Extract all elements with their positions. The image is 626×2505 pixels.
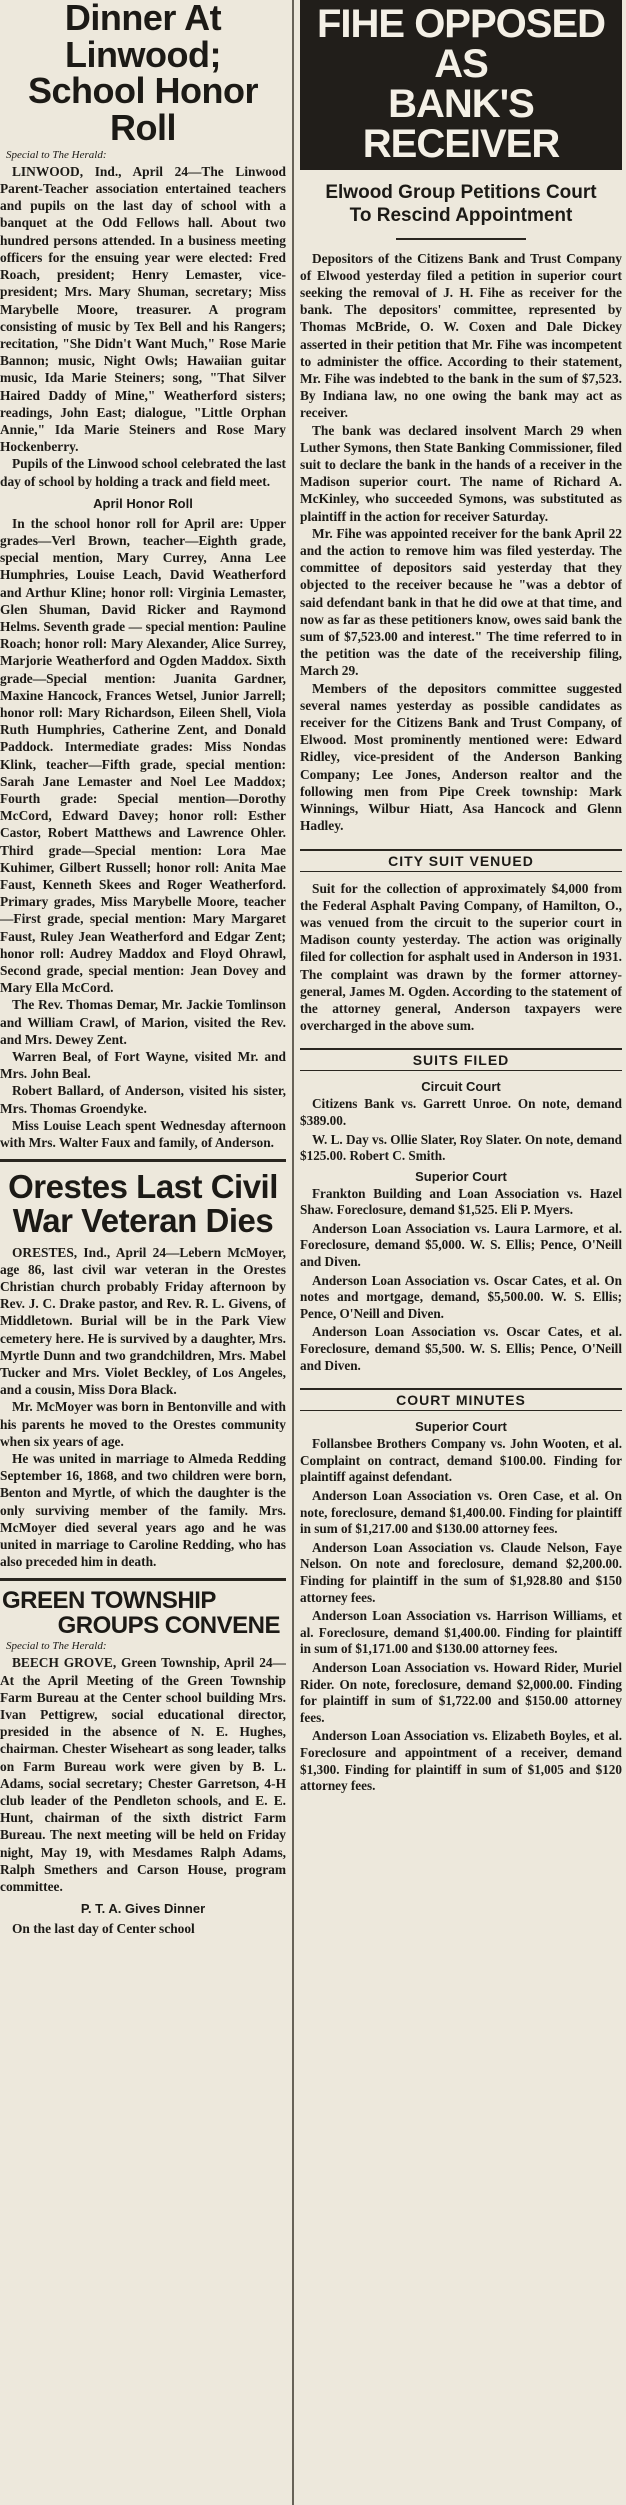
deck-headline [304, 182, 618, 228]
court-entry: Anderson Loan Association vs. Howard Rider, Muriel Rider. On note, foreclosure, demand $2,000.00. Finding for plaintiff in sum of $1,722.00 and $150.00 attorney fees. [300, 1659, 622, 1725]
article-paragraph: The bank was declared insolvent March 29 when Luther Symons, then State Banking Commissioner, filed suit to declare the bank in the hands of a receiver in the Madison superior court. The name of Richard A. McKinley, who succeeded Symons, was substituted as plaintiff in the action for receiver Saturday. [300, 422, 622, 524]
headline-green-line1: GREEN TOWNSHIP [2, 1587, 216, 1615]
subhead-circuit-court: Circuit Court [421, 1079, 501, 1095]
court-entry: Anderson Loan Association vs. Laura Larmore, et al. Foreclosure, demand $5,000. W. S. Ellis; Pence, O'Neill and Diven. [300, 1220, 622, 1270]
article-paragraph: ORESTES, Ind., April 24—Lebern McMoyer, age 86, last civil war veteran in the Orestes Christian church probably Friday afternoon by Rev. J. C. Drake pastor, and Rev. R. L. Givens, of Middletown. Burial will be in the Park View cemetery here. He is survived by a daughter, Mrs. Myrtle Dunn and two grandchildren, Mrs. Mabel Tucker and Mrs. Violet Beckley, of Los Angeles, and a cousin, Miss Dora Black. [0, 1244, 286, 1398]
court-entry: W. L. Day vs. Ollie Slater, Roy Slater. On note, demand $125.00. Robert C. Smith. [300, 1131, 622, 1164]
article-paragraph: Mr. Fihe was appointed receiver for the bank April 22 and the action to remove him was filed yesterday. The committee of depositors said yesterday that they objected to the receiver because he "was a debtor of said defendant bank in that he did owe at that time, and now as far as these petitioners know, owes said bank the sum of $7,523.00 and interest." The time referred to in the petition was the date of the receivership filing, March 29. [300, 525, 622, 679]
article-paragraph: Warren Beal, of Fort Wayne, visited Mr. and Mrs. John Beal. [0, 1049, 286, 1082]
deck-line1: Elwood Group Petitions Court [325, 182, 597, 203]
court-entry: Anderson Loan Association vs. Oscar Cates, et al. On notes and mortgage, demand, $5,500.00. W. S. Ellis; Pence, O'Neill and Diven. [300, 1272, 622, 1321]
article-credit: Special to The Herald: [6, 148, 107, 161]
headline-orestes-line1: Orestes Last Civil [8, 1168, 278, 1206]
article-paragraph: Suit for the collection of approximately $4,000 from the Federal Asphalt Paving Company, of Hamilton, O., was venued from the circuit to the superior court in Madison county yesterday. The action was originally filed for collection for asphalt used in Anderson in 1931. The complaint was drawn by the former attorney-general, James M. Ogden. According to the statement of the attorney general, Anderson taxpayers were overcharged in the above sum. [300, 880, 622, 1034]
article-orestes [0, 1170, 286, 1570]
subhead-pta-dinner: P. T. A. Gives Dinner [80, 1901, 206, 1917]
article-paragraph: Depositors of the Citizens Bank and Trust Company of Elwood yesterday filed a petition in superior court seeking the removal of J. H. Fihe as receiver for the bank. The depositors' committee, represented by Thomas McBride, O. W. Coxen and Dale Dickey asserted in their petition that Mr. Fihe was incompetent to administer the office. According to their statement, Mr. Fihe was indebted to the bank in the sum of $7,523. By Indiana law, no one owing the bank may act as receiver. [300, 250, 622, 421]
court-entry: Anderson Loan Association vs. Elizabeth Boyles, et al. Foreclosure and appointment of a receiver, demand $1,300. Finding for plaintiff in sum of $1,005 and $120 attorney fees. [300, 1728, 622, 1794]
article-paragraph: Miss Louise Leach spent Wednesday afternoon with Mrs. Walter Faux and family, of Anderson. [0, 1117, 286, 1151]
article-paragraph: In the school honor roll for April are: Upper grades—Verl Brown, teacher—Eighth grade, special mention, Mary Currey, Anna Lee Humphries, Louise Leach, David Weatherford and Arthur Kline; honor roll: Virginia Lemaster, Glen Shuman, David Ricker and Raymond Helms. Seventh grade — special mention: Pauline Roach; honor roll: Mary Alexander, Alice Surrey, Marjorie Weatherford and Ogden Maddox. Sixth grade—Special mention: Juanita Gardner, Maxine Hancock, Frances Wetsel, Junior Jarrell; honor roll: Mary Richardson, Eileen Shell, Viola Ruth Humphries, Catherine Zent, and Donald Paddock. Intermediate grades: Miss Nondas Klink, teacher—Fifth grade, special mention: Sarah Jane Lemaster and Noel Lee Maddox; Fourth grade: Special mention—Dorothy McCord, Edward Davey; honor roll: Esther Castor, Robert Matthews and Lawrence Ohler. Third grade—Special mention: Lora Mae Kuhimer, Gilbert Russell; honor roll: Anita Mae Faust, Kenneth Skees and Roger Weatherford. Primary grades, Miss Marybelle Moore, teacher—First grade, special mention: Mary Margaret Faust, Ruley Jean Weatherford and Edgar Zent; honor roll: Audrey Maddox and Floyd Ohrawl, Second grade, special mention: Jean Dovey and Mary Ella McCord. [0, 515, 286, 996]
article-paragraph: The Rev. Thomas Demar, Mr. Jackie Tomlinson and William Crawl, of Marion, visited the Rev. and Mrs. Dewey Zent. [0, 997, 286, 1047]
banner-headline [300, 0, 622, 170]
subhead-superior-court: Superior Court [415, 1168, 507, 1184]
court-entry: Frankton Building and Loan Association vs. Hazel Shaw. Foreclosure, demand $1,525. Eli P. Myers. [300, 1185, 622, 1218]
article-green-township [0, 1589, 286, 1937]
article-credit: Special to The Herald: [6, 1640, 107, 1653]
subhead-superior-court: Superior Court [415, 1419, 507, 1435]
court-entry: Anderson Loan Association vs. Oscar Cates, et al. Foreclosure, demand $5,500. W. S. Ellis; Pence, O'Neill and Diven. [300, 1324, 622, 1373]
court-entry: Anderson Loan Association vs. Harrison Williams, et al. Foreclosure, demand $1,400.00. Finding for plaintiff in sum of $1,171.00 and $130.00 attorney fees. [300, 1608, 622, 1657]
court-entry: Anderson Loan Association vs. Claude Nelson, Faye Nelson. On note and foreclosure, demand $2,200.00. Finding for plaintiff in the sum of $1,928.80 and $150 attorney fees. [300, 1539, 622, 1605]
heading-city-suit: CITY SUIT VENUED [300, 849, 622, 872]
court-entry: Follansbee Brothers Company vs. John Wooten, et al. Complaint on contract, demand $100.00. Finding for plaintiff against defendant. [300, 1436, 622, 1485]
column-rule [292, 0, 294, 2505]
article-paragraph: BEECH GROVE, Green Township, April 24—At the April Meeting of the Green Township Farm Bureau at the Center school building Mrs. Ivan Pettigrew, social educational director, presided in the absence of N. E. Hughes, chairman. Chester Wiseheart as song leader, talks on Farm Bureau work were given by B. L. Adams, social secretary; Chester Garretson, 4-H club leader of the Pendleton schools, and E. E. Hunt, chairman of the sixth district Farm Bureau. The next meeting will be held on Friday night, May 19, with Mesdames Ralph Adams, Ralph Smethers and Carson House, program committee. [0, 1655, 286, 1894]
article-divider [0, 1578, 286, 1581]
article-paragraph: Mr. McMoyer was born in Bentonville and with his parents he moved to the Orestes community when six years of age. [0, 1399, 286, 1449]
article-paragraph: Members of the depositors committee suggested several names yesterday as possible candidates as receiver for the Citizens Bank and Trust Company, of Elwood. Most prominently mentioned were: Edward Ridley, vice-president of the Anderson Banking Company; Lee Jones, Anderson realtor and the following men from Pipe Creek township: Mark Winnings, Wilbur Hiatt, Asa Hancock and Glenn Hadley. [300, 680, 622, 834]
article-paragraph: On the last day of Center school [12, 1921, 195, 1937]
article-paragraph: Robert Ballard, of Anderson, visited his sister, Mrs. Thomas Groendyke. [0, 1083, 286, 1116]
headline-orestes-line2: War Veteran Dies [12, 1201, 274, 1239]
headline-linwood-line2: School Honor Roll [28, 70, 258, 149]
article-paragraph: Pupils of the Linwood school celebrated the last day of school by holding a track and field meet. [0, 456, 286, 489]
article-paragraph: He was united in marriage to Almeda Redding September 16, 1868, and two children were born, Benton and Myrtle, of which the daughter is the only surviving member of the family. Mrs. McMoyer died several years ago and he was united in marriage to Caroline Redding, who has also preceded him in death. [0, 1451, 286, 1570]
banner-headline-line1: FIHE OPPOSED AS [316, 2, 606, 86]
heading-suits-filed: SUITS FILED [300, 1048, 622, 1071]
right-column [300, 0, 622, 2505]
deck-line2: To Rescind Appointment [349, 204, 573, 226]
headline-linwood-line1: Dinner At Linwood; [64, 0, 222, 75]
article-linwood [0, 0, 286, 1151]
heading-court-minutes: COURT MINUTES [300, 1388, 622, 1411]
deck-divider [396, 238, 526, 240]
left-column [0, 0, 286, 2505]
court-entry: Anderson Loan Association vs. Oren Case, et al. On note, foreclosure, demand $1,400.00. Finding for plaintiff in sum of $1,217.00 and $130.00 attorney fees. [300, 1488, 622, 1537]
headline-green-line2: GROUPS CONVENE [57, 1611, 280, 1639]
court-entry: Citizens Bank vs. Garrett Unroe. On note, demand $389.00. [300, 1096, 622, 1128]
subhead-april-honor-roll: April Honor Roll [93, 495, 193, 511]
article-paragraph: LINWOOD, Ind., April 24—The Linwood Parent-Teacher association entertained teachers and pupils on the last day of school with a banquet at the Odd Fellows hall. About two hundred persons attended. In a business meeting officers for the ensuing year were elected: Fred Roach, president; Henry Lemaster, vice-president; Mrs. Mary Shuman, secretary; Miss Marybelle Moore, treasurer. A program consisting of music by Tex Bell and his Rangers; recitation, "She Didn't Want Much," Rose Marie Bannon; music, Night Owls; Hawaiian guitar music, Ida Marie Steiners; song, "That Silver Haired Daddy of Mine," Weatherford sisters; readings, John East; dialogue, "Little Orphan Annie," Ida Marie Steiners and Rose Mary Hockenberry. [0, 163, 286, 455]
banner-headline-line2: BANK'S RECEIVER [362, 82, 560, 166]
article-divider [0, 1159, 286, 1162]
